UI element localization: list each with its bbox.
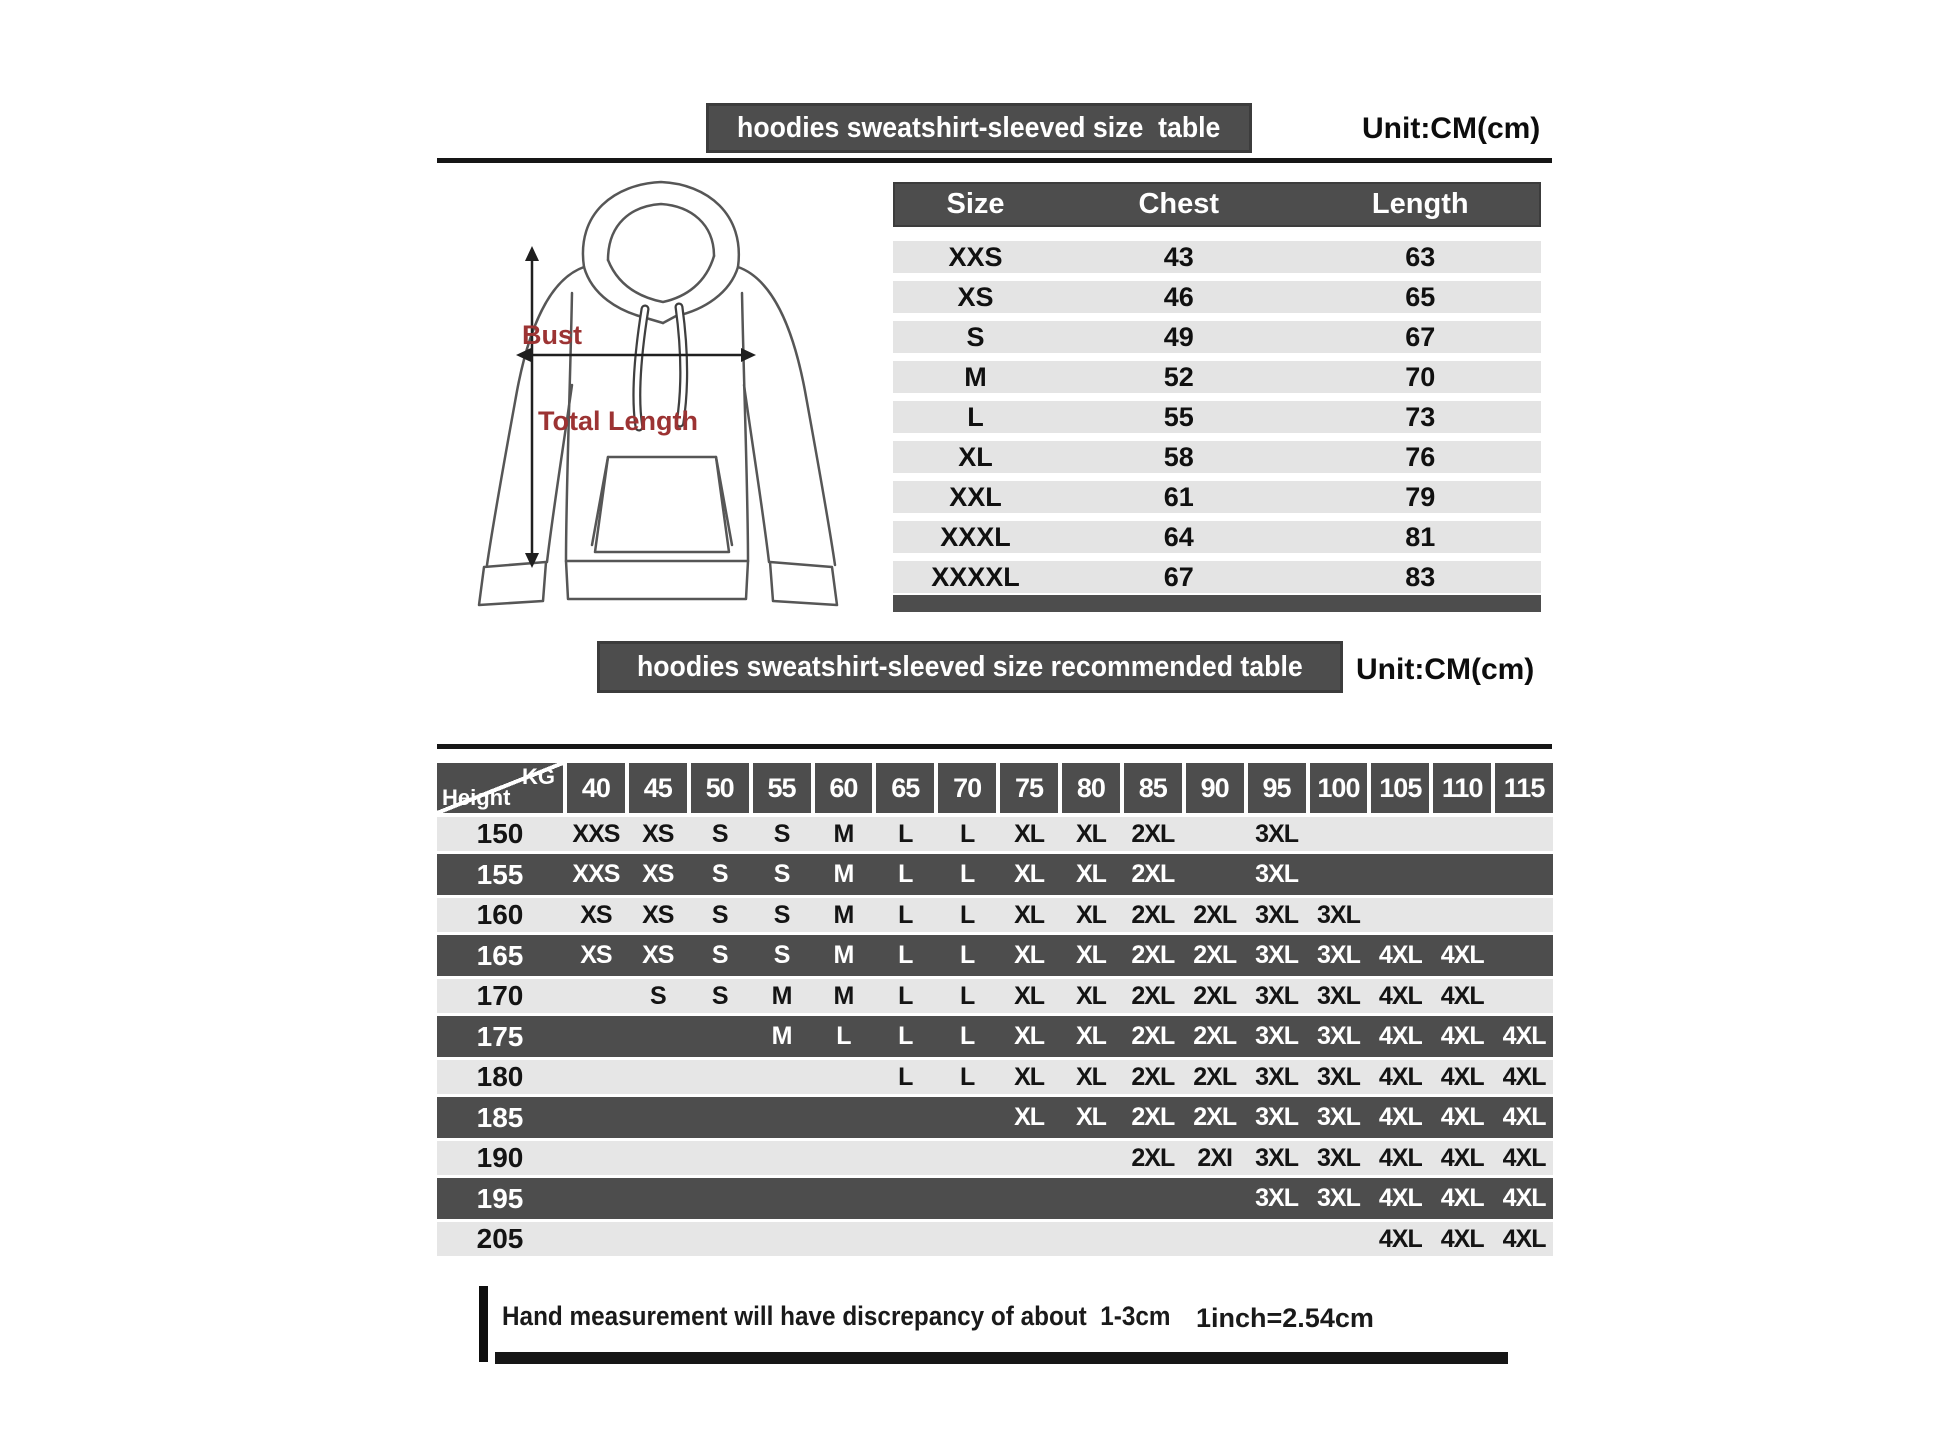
matrix-size-cell: 2XL — [1131, 1022, 1175, 1050]
matrix-size-cell: S — [711, 900, 728, 929]
size-table-cell-chest: 43 — [1163, 241, 1194, 272]
size-table-row — [893, 241, 1541, 273]
size-table-unit-label: Unit:CM(cm) — [1362, 112, 1541, 145]
size-table-cell-length: 79 — [1405, 481, 1436, 512]
matrix-size-cell: 3XL — [1317, 1062, 1360, 1091]
matrix-size-cell: M — [771, 1022, 792, 1050]
matrix-size-cell: L — [898, 900, 913, 929]
size-table-bottom-bar — [893, 595, 1541, 612]
height-row-label: 190 — [476, 1142, 524, 1173]
length-arrowhead-bottom — [525, 553, 539, 568]
matrix-size-cell: 2XL — [1193, 900, 1237, 929]
size-table-row — [893, 441, 1541, 473]
matrix-row — [437, 1060, 1553, 1094]
matrix-size-cell: S — [773, 819, 790, 848]
hood-right-collar — [663, 267, 738, 323]
size-table-cell-length: 81 — [1405, 521, 1436, 552]
matrix-row — [437, 1178, 1553, 1219]
matrix-size-cell: 4XL — [1440, 941, 1484, 969]
matrix-size-cell: 4XL — [1502, 1184, 1546, 1212]
size-table-row — [893, 361, 1541, 393]
size-table-row — [893, 481, 1541, 513]
bust-arrowhead-right — [741, 348, 756, 362]
matrix-size-cell: 4XL — [1440, 981, 1484, 1010]
matrix-size-cell: 2XL — [1131, 900, 1175, 929]
matrix-size-cell: XL — [1075, 1103, 1106, 1131]
matrix-size-cell: 2XL — [1131, 1103, 1175, 1131]
matrix-size-cell: S — [649, 981, 666, 1010]
size-table-cell-size: XXXXL — [931, 561, 1020, 592]
matrix-size-cell: 3XL — [1255, 900, 1298, 929]
matrix-size-cell: XS — [642, 819, 674, 848]
size-table-cell-chest: 67 — [1163, 561, 1194, 592]
matrix-size-cell: XL — [1014, 1022, 1045, 1050]
matrix-size-cell: S — [773, 860, 790, 888]
weight-column-header: 80 — [1062, 763, 1120, 813]
matrix-size-cell: 4XL — [1378, 981, 1422, 1010]
matrix-size-cell: L — [960, 860, 975, 888]
column-header-chest: Chest — [1138, 188, 1220, 220]
size-table-cell-size: L — [967, 401, 984, 432]
matrix-size-cell: L — [960, 981, 975, 1010]
size-table-cell-length: 65 — [1405, 281, 1436, 312]
matrix-size-cell: M — [833, 819, 854, 848]
matrix-size-cell: XL — [1014, 941, 1045, 969]
matrix-size-cell: 2XL — [1131, 1062, 1175, 1091]
matrix-size-cell: 4XL — [1502, 1224, 1546, 1253]
matrix-size-cell: 3XL — [1317, 1184, 1360, 1212]
matrix-size-cell: 3XL — [1317, 900, 1360, 929]
weight-column-header: 85 — [1124, 763, 1182, 813]
matrix-size-cell: XS — [580, 900, 612, 929]
matrix-size-cell: 3XL — [1317, 1022, 1360, 1050]
matrix-size-cell: 4XL — [1502, 1143, 1546, 1172]
size-recommendation-matrix — [437, 763, 1553, 1259]
matrix-size-cell: XL — [1075, 860, 1106, 888]
matrix-size-cell: 4XL — [1378, 1224, 1422, 1253]
matrix-size-cell: 3XL — [1317, 1143, 1360, 1172]
right-sleeve-outer — [738, 267, 835, 565]
matrix-size-cell: XL — [1014, 860, 1045, 888]
height-row-label: 170 — [476, 980, 524, 1011]
size-table-cell-size: XXS — [948, 241, 1003, 272]
size-table-row — [893, 521, 1541, 553]
matrix-size-cell: 2XL — [1193, 1103, 1237, 1131]
matrix-size-cell: XL — [1075, 1022, 1106, 1050]
matrix-size-cell: XL — [1014, 819, 1045, 848]
weight-column-header: 100 — [1310, 763, 1368, 813]
size-table — [893, 182, 1541, 612]
size-table-cell-length: 63 — [1405, 241, 1436, 272]
matrix-size-cell: XL — [1014, 1062, 1045, 1091]
matrix-size-cell: M — [833, 900, 854, 929]
matrix-size-cell: 2XL — [1131, 860, 1175, 888]
kangaroo-pocket — [595, 457, 729, 552]
weight-column-header: 115 — [1495, 763, 1553, 813]
weight-column-header: 55 — [753, 763, 811, 813]
matrix-size-cell: 2XL — [1131, 819, 1175, 848]
matrix-row — [437, 979, 1553, 1013]
matrix-size-cell: M — [833, 981, 854, 1010]
size-table-title-bar — [706, 103, 1252, 153]
recommended-table-title-bar — [597, 641, 1343, 693]
measurement-note: Hand measurement will have discrepancy of about 1-3cm — [502, 1301, 1171, 1331]
matrix-header-row — [437, 763, 1553, 813]
hoodie-diagram — [432, 163, 892, 648]
total-length-label: Total Length — [538, 406, 698, 436]
matrix-size-cell: XL — [1075, 819, 1106, 848]
matrix-size-cell: M — [833, 941, 854, 969]
matrix-size-cell: 4XL — [1440, 1143, 1484, 1172]
matrix-size-cell: XXS — [572, 860, 620, 888]
size-table-title: hoodies sweatshirt-sleeved size table — [737, 111, 1221, 144]
matrix-body — [437, 817, 1553, 1256]
height-row-label: 195 — [476, 1182, 524, 1214]
weight-column-header: 110 — [1433, 763, 1491, 813]
size-table-row — [893, 561, 1541, 593]
matrix-size-cell: 3XL — [1255, 1062, 1298, 1091]
matrix-size-cell: 3XL — [1255, 1184, 1298, 1212]
matrix-size-cell: L — [960, 819, 975, 848]
weight-column-header: 90 — [1186, 763, 1244, 813]
size-table-cell-chest: 49 — [1163, 321, 1194, 352]
matrix-corner-cell — [437, 763, 563, 813]
weight-column-header: 40 — [567, 763, 625, 813]
matrix-size-cell: XL — [1075, 981, 1106, 1010]
matrix-size-cell: L — [898, 981, 913, 1010]
right-cuff — [770, 562, 837, 605]
matrix-size-cell: S — [711, 819, 728, 848]
matrix-size-cell: L — [960, 941, 975, 969]
matrix-size-cell: XS — [580, 941, 612, 969]
divider-rule-middle — [437, 744, 1552, 749]
matrix-size-cell: 4XL — [1440, 1103, 1484, 1131]
matrix-row — [437, 1097, 1553, 1138]
size-table-cell-size: M — [964, 361, 987, 392]
recommended-table-title: hoodies sweatshirt-sleeved size recommended table — [637, 650, 1303, 683]
size-table-header-row — [893, 182, 1541, 227]
matrix-size-cell: XL — [1075, 900, 1106, 929]
matrix-size-cell: L — [898, 1062, 913, 1091]
size-table-cell-chest: 61 — [1163, 481, 1194, 512]
matrix-row — [437, 854, 1553, 895]
matrix-size-cell: 4XL — [1378, 1184, 1422, 1212]
matrix-size-cell: L — [898, 941, 913, 969]
matrix-size-cell: 3XL — [1317, 981, 1360, 1010]
size-table-cell-size: XL — [958, 441, 993, 472]
left-cuff — [479, 562, 546, 605]
matrix-size-cell: L — [898, 1022, 913, 1050]
matrix-row — [437, 1222, 1553, 1256]
matrix-size-cell: 3XL — [1255, 1143, 1298, 1172]
matrix-size-cell: L — [898, 819, 913, 848]
matrix-size-cell: L — [960, 900, 975, 929]
matrix-row — [437, 935, 1553, 976]
hood-collar-inner — [608, 256, 714, 302]
matrix-size-cell: L — [898, 860, 913, 888]
size-table-cell-size: S — [966, 321, 985, 352]
matrix-size-cell: 4XL — [1440, 1184, 1484, 1212]
size-table-cell-chest: 64 — [1163, 521, 1194, 552]
matrix-row — [437, 898, 1553, 932]
height-row-label: 185 — [476, 1101, 524, 1133]
size-table-cell-length: 67 — [1405, 321, 1436, 352]
height-row-label: 165 — [476, 939, 524, 971]
size-table-cell-length: 70 — [1405, 361, 1436, 392]
hood-inner-opening — [608, 204, 714, 260]
matrix-size-cell: 4XL — [1440, 1224, 1484, 1253]
matrix-row — [437, 1016, 1553, 1057]
matrix-size-cell: 2XI — [1197, 1143, 1232, 1172]
corner-height-label: Height — [442, 785, 511, 810]
weight-column-header: 45 — [629, 763, 687, 813]
matrix-size-cell: 3XL — [1255, 941, 1298, 969]
matrix-size-cell: XS — [642, 941, 674, 969]
weight-column-header: 95 — [1248, 763, 1306, 813]
size-table-cell-chest: 55 — [1163, 401, 1194, 432]
divider-rule-bottom — [495, 1352, 1508, 1364]
size-table-cell-chest: 46 — [1163, 281, 1194, 312]
matrix-size-cell: 3XL — [1317, 941, 1360, 969]
matrix-size-cell: S — [773, 900, 790, 929]
height-row-label: 175 — [476, 1020, 524, 1052]
matrix-size-cell: XS — [642, 900, 674, 929]
matrix-size-cell: 4XL — [1502, 1062, 1546, 1091]
matrix-size-cell: S — [773, 941, 790, 969]
size-table-row — [893, 321, 1541, 353]
length-arrowhead-top — [525, 246, 539, 261]
height-row-label: 205 — [476, 1223, 524, 1254]
matrix-size-cell: 3XL — [1255, 1103, 1298, 1131]
corner-kg-label: KG — [522, 764, 555, 789]
matrix-size-cell: XL — [1014, 1103, 1045, 1131]
matrix-size-cell: 4XL — [1378, 1022, 1422, 1050]
hood-outline — [583, 182, 739, 267]
bust-label: Bust — [522, 320, 582, 350]
size-table-body — [893, 241, 1541, 593]
matrix-size-cell: 3XL — [1255, 819, 1298, 848]
matrix-size-cell: XL — [1014, 981, 1045, 1010]
size-table-cell-chest: 52 — [1163, 361, 1194, 392]
matrix-size-cell: 4XL — [1378, 1103, 1422, 1131]
matrix-size-cell: 2XL — [1131, 981, 1175, 1010]
weight-column-header: 65 — [876, 763, 934, 813]
matrix-size-cell: 4XL — [1440, 1022, 1484, 1050]
height-row-label: 155 — [476, 858, 524, 890]
matrix-size-cell: 4XL — [1440, 1062, 1484, 1091]
weight-column-header: 105 — [1371, 763, 1429, 813]
matrix-row — [437, 1141, 1553, 1175]
matrix-size-cell: 2XL — [1193, 1062, 1237, 1091]
matrix-size-cell: 4XL — [1502, 1103, 1546, 1131]
matrix-size-cell: 3XL — [1255, 860, 1298, 888]
weight-column-header: 50 — [691, 763, 749, 813]
matrix-size-cell: 2XL — [1193, 1022, 1237, 1050]
matrix-size-cell: 4XL — [1378, 1143, 1422, 1172]
matrix-size-cell: XXS — [572, 819, 620, 848]
matrix-size-cell: M — [833, 860, 854, 888]
height-row-label: 150 — [476, 818, 524, 849]
matrix-size-cell: XL — [1014, 900, 1045, 929]
size-table-row — [893, 401, 1541, 433]
matrix-size-cell: L — [960, 1022, 975, 1050]
column-header-size: Size — [946, 188, 1005, 220]
matrix-size-cell: 4XL — [1378, 941, 1422, 969]
size-table-cell-size: XXL — [949, 481, 1002, 512]
matrix-size-cell: XS — [642, 860, 674, 888]
size-table-cell-length: 76 — [1405, 441, 1436, 472]
matrix-size-cell: 4XL — [1378, 1062, 1422, 1091]
matrix-size-cell: 2XL — [1193, 981, 1237, 1010]
matrix-size-cell: XL — [1075, 941, 1106, 969]
size-table-cell-chest: 58 — [1163, 441, 1194, 472]
size-table-row — [893, 281, 1541, 313]
column-header-length: Length — [1371, 188, 1469, 220]
size-table-cell-length: 73 — [1405, 401, 1436, 432]
matrix-size-cell: L — [836, 1022, 851, 1050]
height-row-label: 180 — [476, 1061, 524, 1092]
weight-column-header: 60 — [815, 763, 873, 813]
matrix-size-cell: 4XL — [1502, 1022, 1546, 1050]
matrix-size-cell: 2XL — [1131, 941, 1175, 969]
height-row-label: 160 — [476, 899, 524, 930]
matrix-size-cell: 3XL — [1255, 1022, 1298, 1050]
matrix-row — [437, 817, 1553, 851]
size-table-cell-size: XS — [957, 281, 994, 312]
pocket-opening-edges — [592, 457, 732, 545]
inch-conversion-note: 1inch=2.54cm — [1196, 1303, 1374, 1333]
matrix-size-cell: 3XL — [1317, 1103, 1360, 1131]
matrix-size-cell: L — [960, 1062, 975, 1091]
size-table-cell-size: XXXL — [940, 521, 1011, 552]
matrix-size-cell: S — [711, 981, 728, 1010]
recommended-table-unit-label: Unit:CM(cm) — [1356, 653, 1535, 686]
footnote-accent-bar — [479, 1286, 488, 1362]
matrix-size-cell: 3XL — [1255, 981, 1298, 1010]
matrix-size-cell: 2XL — [1193, 941, 1237, 969]
size-table-cell-length: 83 — [1405, 561, 1436, 592]
hem-band — [566, 561, 748, 599]
weight-column-header: 70 — [938, 763, 996, 813]
weight-column-header: 75 — [1000, 763, 1058, 813]
matrix-size-cell: M — [771, 981, 792, 1010]
matrix-size-cell: S — [711, 941, 728, 969]
matrix-size-cell: S — [711, 860, 728, 888]
matrix-size-cell: 2XL — [1131, 1143, 1175, 1172]
matrix-size-cell: XL — [1075, 1062, 1106, 1091]
hood-left-collar — [584, 267, 663, 323]
